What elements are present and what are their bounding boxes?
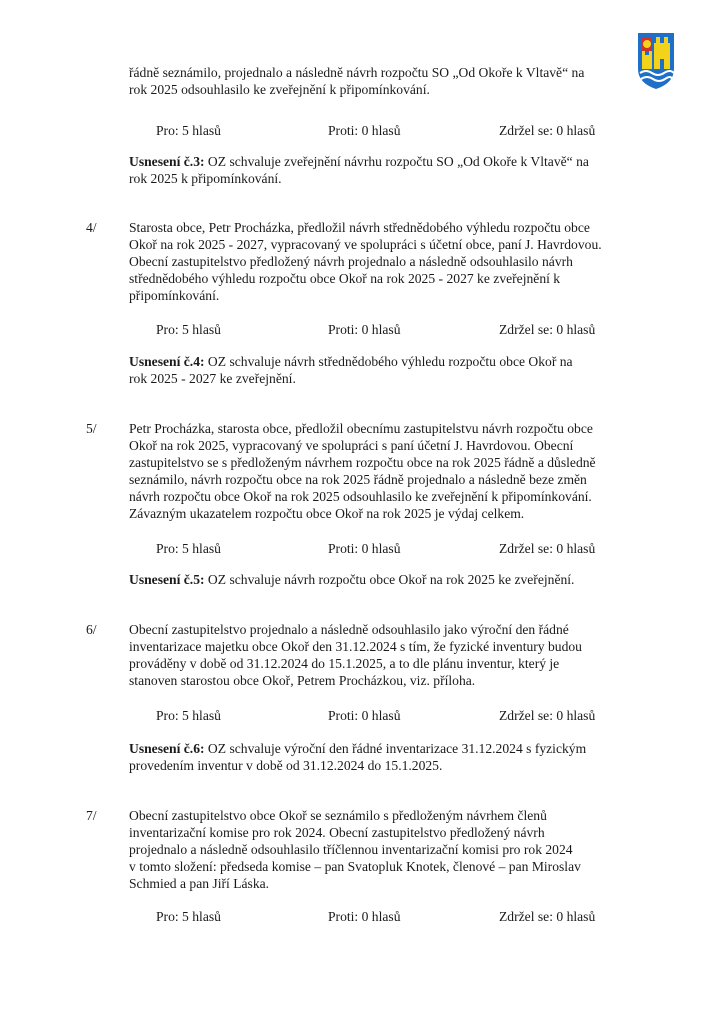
vote-proti: Proti: 0 hlasů — [328, 708, 401, 723]
vote-proti: Proti: 0 hlasů — [328, 322, 401, 337]
paragraph-line: Závazným ukazatelem rozpočtu obce Okoř na rok 2025 je výdaj celkem. — [129, 506, 525, 521]
resolution-text: OZ schvaluje návrh rozpočtu obce Okoř na rok 2025 ke zveřejnění. — [204, 572, 575, 587]
resolution-text: provedením inventur v době od 31.12.2024 do 15.1.2025. — [129, 758, 443, 773]
item-number-5: 5/ — [86, 421, 97, 436]
intro-paragraph — [129, 64, 641, 98]
paragraph-line: inventarizační komise pro rok 2024. Obecní zastupitelstvo předložený návrh — [129, 825, 545, 840]
vote-pro: Pro: 5 hlasů — [156, 909, 221, 924]
item-number-4: 4/ — [86, 220, 97, 235]
paragraph-line: Obecní zastupitelstvo obce Okoř se seznámilo s předloženým návrhem členů — [129, 808, 547, 823]
resolution-text: rok 2025 k připomínkování. — [129, 171, 282, 186]
resolution-label: Usnesení č.4: — [129, 354, 205, 369]
paragraph-line: střednědobého výhledu rozpočtu obce Okoř na rok 2025 - 2027 ke zveřejnění k — [129, 271, 561, 286]
resolution-3 — [129, 153, 641, 187]
item-number-6: 6/ — [86, 622, 97, 637]
vote-zdrzel: Zdržel se: 0 hlasů — [499, 909, 596, 924]
paragraph-line: stanoven starostou obce Okoř, Petrem Procházkou, viz. příloha. — [129, 673, 476, 688]
paragraph-line: v tomto složení: předseda komise – pan Svatopluk Knotek, členové – pan Miroslav — [129, 859, 581, 874]
intro-line: řádně seznámilo, projednalo a následně návrh rozpočtu SO „Od Okoře k Vltavě“ na — [129, 65, 585, 80]
paragraph-line: seznámilo, návrh rozpočtu obce na rok 2025 řádně projednalo a následně beze změn — [129, 472, 587, 487]
resolution-text: rok 2025 - 2027 ke zveřejnění. — [129, 371, 296, 386]
item-7-paragraph — [129, 807, 641, 892]
paragraph-line: návrh rozpočtu obce Okoř na rok 2025 odsouhlasilo ke zveřejnění k připomínkování. — [129, 489, 592, 504]
resolution-5 — [129, 571, 641, 588]
paragraph-line: inventarizace majetku obce Okoř den 31.12.2024 s tím, že fyzické inventury budou — [129, 639, 582, 654]
item-6-paragraph — [129, 621, 641, 689]
vote-pro: Pro: 5 hlasů — [156, 541, 221, 556]
vote-pro: Pro: 5 hlasů — [156, 322, 221, 337]
paragraph-line: Okoř na rok 2025, vypracovaný ve spolupráci s paní účetní J. Havrdovou. Obecní — [129, 438, 574, 453]
vote-zdrzel: Zdržel se: 0 hlasů — [499, 322, 596, 337]
paragraph-line: Schmied a pan Jiří Láska. — [129, 876, 270, 891]
resolution-text: OZ schvaluje zveřejnění návrhu rozpočtu SO „Od Okoře k Vltavě“ na — [204, 154, 589, 169]
resolution-6 — [129, 740, 641, 774]
vote-pro: Pro: 5 hlasů — [156, 123, 221, 138]
paragraph-line: Petr Procházka, starosta obce, předložil obecnímu zastupitelstvu návrh rozpočtu obce — [129, 421, 593, 436]
vote-proti: Proti: 0 hlasů — [328, 541, 401, 556]
resolution-label: Usnesení č.6: — [129, 741, 205, 756]
intro-line: rok 2025 odsouhlasilo ke zveřejnění k připomínkování. — [129, 82, 430, 97]
item-5-paragraph — [129, 420, 641, 522]
vote-proti: Proti: 0 hlasů — [328, 123, 401, 138]
vote-pro: Pro: 5 hlasů — [156, 708, 221, 723]
vote-proti: Proti: 0 hlasů — [328, 909, 401, 924]
paragraph-line: připomínkování. — [129, 288, 220, 303]
vote-zdrzel: Zdržel se: 0 hlasů — [499, 708, 596, 723]
paragraph-line: Obecní zastupitelstvo předložený návrh projednalo a následně odsouhlasilo návrh — [129, 254, 573, 269]
paragraph-line: prováděny v době od 31.12.2024 do 15.1.2025, a to dle plánu inventur, který je — [129, 656, 560, 671]
resolution-label: Usnesení č.5: — [129, 572, 205, 587]
vote-zdrzel: Zdržel se: 0 hlasů — [499, 123, 596, 138]
vote-zdrzel: Zdržel se: 0 hlasů — [499, 541, 596, 556]
item-number-7: 7/ — [86, 808, 97, 823]
resolution-text: OZ schvaluje návrh střednědobého výhledu rozpočtu obce Okoř na — [204, 354, 573, 369]
paragraph-line: Obecní zastupitelstvo projednalo a následně odsouhlasilo jako výroční den řádné — [129, 622, 569, 637]
paragraph-line: zastupitelstvo se s předloženým návrhem rozpočtu obce na rok 2025 řádně a důsledně — [129, 455, 596, 470]
item-4-paragraph — [129, 219, 641, 304]
paragraph-line: projednalo a následně odsouhlasilo tříčlennou inventarizační komisi pro rok 2024 — [129, 842, 573, 857]
paragraph-line: Starosta obce, Petr Procházka, předložil návrh střednědobého výhledu rozpočtu obce — [129, 220, 590, 235]
coat-of-arms-icon — [636, 31, 676, 91]
resolution-label: Usnesení č.3: — [129, 154, 205, 169]
resolution-text: OZ schvaluje výroční den řádné inventarizace 31.12.2024 s fyzickým — [204, 741, 587, 756]
paragraph-line: Okoř na rok 2025 - 2027, vypracovaný ve spolupráci s účetní obce, paní J. Havrdovou. — [129, 237, 602, 252]
resolution-4 — [129, 353, 641, 387]
